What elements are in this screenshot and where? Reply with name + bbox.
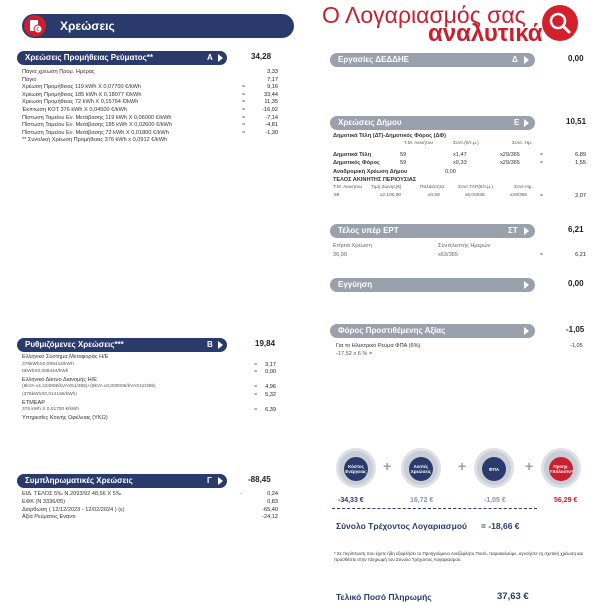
section-regulated-total: 19,84 [255,339,276,348]
tap-value: 2,07 [575,193,586,199]
magnifier-icon [542,5,578,41]
section-supply-letter: Α [207,53,213,62]
regulated-row-eq: = [254,392,258,398]
regulated-row-eq: = [254,361,258,368]
summary-prev-label: Προηγ. Υπόλοιπο* [549,457,573,481]
municipal-row-value: 1,55 [575,160,586,166]
tap-eq: = [540,193,544,199]
summary-vat-circle [474,448,514,488]
section-vat-label: Φόρος Προστιθέμενης Αξίας [338,326,446,335]
arrow-right-icon [524,281,529,289]
municipal-row-a: 59 [400,160,407,166]
section-municipal-total: 10,51 [566,117,587,126]
section-guarantee-bar[interactable] [330,278,535,292]
footnote: * Σε περίπτωση που έχετε ήδη εξοφλήσει το Προηγούμενο Ανεξόφλητο Ποσό, παρακαλούμε, αγνοήστε τη σχετική χρέωση και προσθέστε στην πληρωμή του Σύνολο Τρέχοντος Λογαριασμού. [334,551,584,562]
section-misc-letter: Γ [207,476,212,485]
supply-row-label: ** Συνολική Χρέωση Προμήθειας 376 kWh x 0,0912 €/kWh [22,137,168,144]
tap-heading: ΤΕΛΟΣ ΑΚΙΝΗΤΗΣ ΠΕΡΙΟΥΣΙΑΣ [333,177,417,183]
regulated-row-label: (376kWhX0,01415€/kWh) [22,392,77,397]
tap-col: Τ.Μ. Ακινήτου [333,185,362,190]
municipal-col-1: Τ.Μ. Ακινήτου [404,141,433,146]
municipal-col-2: Συντ.(€/τ.μ.) [453,141,479,146]
regulated-row-value: 5,32 [265,392,276,398]
supply-row-eq: = [242,99,246,106]
municipal-row-eq: = [540,152,544,158]
tap-val: 59 [334,193,340,198]
supply-row-label: Χρέωση Προμήθειας 185 kWh X 0,18077 €/kWh [22,91,142,98]
ert-value: 6,21 [575,252,586,258]
section-guarantee-total: 0,00 [568,279,584,288]
section-municipal-bar[interactable] [330,116,535,130]
supply-row-value: 7,17 [267,76,278,83]
tap-val: x0,00035 [465,193,485,198]
supply-row-label: Πίστωση Ταμείου Εν. Μετάβασης 119 kWh X 0,06000 €/kWh [22,114,172,121]
misc-row-label: ΕΦΚ (Ν 3336/05) [22,498,66,505]
section-supply-total: 34,28 [251,52,272,61]
ert-val-2: x63/365 [438,252,458,258]
tap-col: Συντ.Ημ. [514,185,533,190]
supply-row-label: Χρέωση Προμήθειας 119 kWh X 0,07700 €/kWh [22,84,142,91]
section-ert-bar[interactable] [330,224,535,238]
summary-divider [332,508,537,509]
arrow-right-icon [218,341,223,349]
regulated-row-label: (8kVA x4,43400€/kVAX51/365)+(8kVA x0,00000€/kVAX12/365) [22,384,156,390]
section-regulated-bar[interactable] [17,338,227,352]
summary-energy-value: -34,33 € [338,497,364,504]
tap-col: Συντ.ΤΑΠ(€/τ.μ.) [458,185,493,190]
supply-row-label: Πάγιο [22,76,37,83]
regulated-row-label: ΕΤΜΕΑΡ [22,399,46,406]
supply-row-eq: = [242,129,246,136]
section-vat-bar[interactable] [330,324,535,338]
supply-row-label: Πάγια χρέωση Προμ. Ημέρας [22,69,95,75]
arrow-right-icon [524,119,529,127]
section-ert-letter: ΣΤ [508,226,518,235]
ert-eq: = [540,252,544,258]
summary-other-circle [401,448,441,488]
summary-prev-circle [541,448,581,488]
tap-val: x2.100,00 [380,193,402,198]
section-ert-total: 6,21 [568,225,584,234]
ert-col-1: Ετήσια Χρέωση [333,243,372,249]
section-supply-bar[interactable] [17,51,227,65]
municipal-row-label: Δημοτικός Φόρος [333,160,380,166]
supply-row-eq: = [242,107,246,113]
supply-row-value: -16,92 [262,107,278,113]
vat-row-sub: -17,52 x 6 % = [336,351,373,357]
summary-prev-value: 56,29 € [554,497,578,504]
misc-row-label: Διόρθωση ( 12/12/2023 - 12/02/2024 ) (ε) [22,506,125,513]
municipal-heading: Δημοτικά Τέλη (ΔΤ)-Δημοτικός Φόρος (ΔΦ) [333,133,446,139]
current-total-label: Σύνολο Τρέχοντος Λογαριασμού [336,521,467,531]
municipal-retro-label: Αναδρομική Χρέωση Δήμου [333,169,408,175]
municipal-row-label: Δημοτικά Τέλη [333,152,372,158]
section-regulated-label: Ρυθμιζόμενες Χρεώσεις*** [25,340,124,349]
misc-row-value: -65,40 [262,506,278,513]
section-deddie-total: 0,00 [568,54,584,63]
summary-vat-label: ΦΠΑ [482,457,506,481]
section-guarantee-label: Εγγύηση [338,280,373,289]
supply-row-value: 33,44 [264,91,278,98]
vat-row-label: Για το Ηλεκτρικό Ρεύμα ΦΠΑ (6%) [336,343,421,349]
regulated-row-value: 4,96 [265,384,276,391]
regulated-row-eq: = [254,407,258,414]
misc-row-label: Αξία Ρεύματος Εναντι [22,514,76,521]
tap-col: Τιμή Ζώνης(€) [371,185,402,190]
supply-row-label: Πίστωση Ταμείου Εν. Μετάβασης 185 kWh X 0,02600 €/kWh [22,122,172,129]
final-amount-label: Τελικό Ποσό Πληρωμής [336,592,432,602]
summary-energy-circle [336,448,376,488]
arrow-right-icon [524,327,529,335]
section-regulated-letter: Β [207,340,213,349]
section-municipal-label: Χρεώσεις Δήμου [338,118,402,127]
section-municipal-letter: Ε [514,118,520,127]
supply-row-eq: = [242,122,246,129]
municipal-row-c: x29/365 [500,152,520,158]
svg-text:€: € [36,27,40,33]
section-ert-label: Τέλος υπέρ ΕΡΤ [338,226,399,235]
misc-row-value: 0,24 [267,491,278,497]
plus-icon: + [383,458,392,474]
regulated-row-label: 376 kWh X 0,01700 €/kWh [22,407,80,413]
municipal-row-eq: = [540,160,544,166]
municipal-row-c: x29/365 [500,160,520,166]
municipal-retro-value: 0,00 [445,169,456,175]
arrow-right-icon [524,56,529,64]
municipal-row-a: 59 [400,152,407,158]
municipal-col-3: Συντ. Ημ. [512,141,533,146]
supply-row-value: -4,81 [265,122,278,129]
plus-icon: + [525,458,534,474]
supply-row-label: Πίστωση Ταμείου Εν. Μετάβασης 72 kWh X 0,01800 €/kWh [22,129,169,136]
supply-row-value: 9,16 [267,84,278,91]
supply-row-eq: = [242,91,246,98]
supply-row-value: -7,14 [265,114,278,121]
current-total-value: = -18,66 € [481,521,520,531]
regulated-row-label: Υπηρεσίες Κοινής Ωφέλειας (ΥΚΩ) [22,414,108,421]
page-title: Χρεώσεις [60,19,115,33]
section-misc-label: Συμπληρωματικές Χρεώσεις [25,476,133,485]
brand-title-line1: Ο Λογαριασμός σας [322,2,526,28]
summary-other-value: 16,72 € [410,497,434,504]
municipal-row-b: x0,33 [453,160,467,166]
summary-energy-label: Κόστος Ενέργειας [344,457,368,481]
regulated-row-label: Ελληνικό Σύστημα Μεταφοράς Η/Ε [22,354,109,360]
municipal-row-value: 6,89 [575,152,586,158]
supply-row-value: 3,33 [267,69,278,75]
regulated-row-value: 0,00 [265,369,276,376]
arrow-right-icon [218,54,223,62]
regulated-row-label: Ελληνικό Δίκτυο Διανομής Η/Ε [22,376,97,383]
bill-icon [24,15,46,37]
ert-col-2: Συντελεστής Ημερών [438,243,491,249]
supply-row-eq: = [242,114,246,121]
regulated-row-eq: = [254,369,258,376]
misc-row-value: 0,83 [267,498,278,505]
section-supply-label: Χρεώσεις Προμήθειας Ρεύματος** [25,53,153,62]
regulated-row-value: 3,17 [265,361,276,368]
regulated-row-label: 0kWhX0,008444/kWh [22,369,69,375]
misc-row-label: ΕΙΔ. ΤΕΛΟΣ 5‰ Ν.2093/92 48,56 X 5‰ [22,491,122,497]
regulated-row-value: 6,39 [265,407,276,414]
supply-row-eq: = [242,84,246,91]
tap-col: Παλαιότητα [420,185,445,190]
tap-val: x29/365 [510,193,528,198]
section-deddie-label: Εργασίες ΔΕΔΔΗΕ [338,55,409,64]
vat-row-value: -1,05 [570,343,583,349]
section-deddie-bar[interactable] [330,53,535,67]
final-amount-value: 37,63 € [497,591,529,602]
municipal-row-b: x1,47 [453,152,467,158]
supply-row-label: Χρέωση Προμήθειας 72 kWh X 0,15764 €/kWh [22,99,139,106]
misc-row-value: -24,12 [262,514,278,521]
misc-row-eq: - [240,491,242,497]
plus-icon: + [458,458,467,474]
supply-row-label: Έκπτωση ΚΟΤ 376 kWh X 0,04500 €/kWh [22,107,127,113]
section-misc-total: -88,45 [248,475,271,484]
regulated-row-label: 376kWhX0,008444/kWh [22,361,74,367]
arrow-right-icon [524,227,529,235]
supply-row-value: 11,35 [264,99,278,106]
section-deddie-letter: Δ [512,55,518,64]
summary-vat-value: -1,05 € [484,497,506,504]
supply-row-value: -1,30 [265,129,278,136]
section-vat-total: -1,05 [566,325,585,334]
regulated-row-eq: = [254,384,258,391]
summary-other-label: Λοιπές Χρεώσεις [409,457,433,481]
section-misc-bar[interactable] [17,474,227,488]
ert-val-1: 36,00 [333,252,347,258]
arrow-right-icon [218,477,223,485]
brand-title-line2: αναλυτικά [428,20,543,47]
tap-val: x0,60 [428,193,440,198]
